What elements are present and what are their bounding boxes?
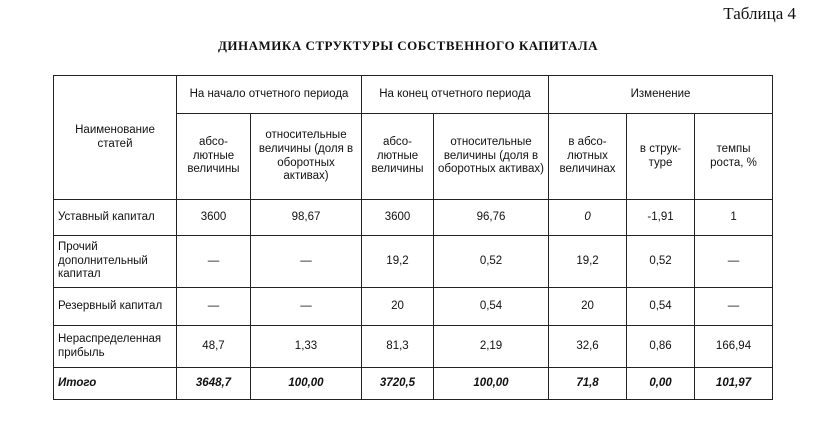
header-row-top [54,76,773,114]
total-row [54,368,773,400]
header-change-struct: в струк-туре [627,114,695,200]
cell-change-struct: -1,91 [627,200,695,236]
header-start-abs: абсо-лютные величины [177,114,251,200]
cell-end-rel: 0,52 [434,236,549,288]
cell-growth: — [695,288,773,326]
cell-start-rel: — [251,236,362,288]
cell-start-rel: — [251,288,362,326]
cell-growth: 1 [695,200,773,236]
header-growth: темпы роста, % [695,114,773,200]
cell-end-rel: 2,19 [434,326,549,368]
total-change-struct: 0,00 [627,368,695,400]
cell-growth: 166,94 [695,326,773,368]
header-name: Наименование статей [54,76,177,200]
cell-start-abs: 3600 [177,200,251,236]
cell-growth: — [695,236,773,288]
cell-end-abs: 81,3 [362,326,434,368]
row-name: Прочий дополнительный капитал [54,236,177,288]
cell-start-rel: 1,33 [251,326,362,368]
header-start-rel: относительные величины (доля в оборотных активах) [251,114,362,200]
cell-start-abs: 48,7 [177,326,251,368]
cell-start-rel: 98,67 [251,200,362,236]
row-name: Уставный капитал [54,200,177,236]
table-row [54,326,773,368]
total-change-abs: 71,8 [549,368,627,400]
total-start-abs: 3648,7 [177,368,251,400]
cell-change-struct: 0,54 [627,288,695,326]
cell-end-abs: 20 [362,288,434,326]
cell-change-struct: 0,52 [627,236,695,288]
total-end-rel: 100,00 [434,368,549,400]
total-start-rel: 100,00 [251,368,362,400]
row-name: Нераспределенная прибыль [54,326,177,368]
cell-change-struct: 0,86 [627,326,695,368]
header-end-rel: относительные величины (доля в оборотных активах) [434,114,549,200]
total-end-abs: 3720,5 [362,368,434,400]
capital-structure-table [53,75,773,400]
table-row [54,236,773,288]
cell-end-abs: 3600 [362,200,434,236]
header-end-period: На конец отчетного периода [362,76,549,114]
cell-change-abs: 0 [549,200,627,236]
table-row [54,200,773,236]
table-title: ДИНАМИКА СТРУКТУРЫ СОБСТВЕННОГО КАПИТАЛА [217,38,599,53]
cell-start-abs: — [177,288,251,326]
cell-end-rel: 0,54 [434,288,549,326]
cell-end-abs: 19,2 [362,236,434,288]
total-name: Итого [54,368,177,400]
cell-start-abs: — [177,236,251,288]
table-row [54,288,773,326]
cell-change-abs: 19,2 [549,236,627,288]
cell-end-rel: 96,76 [434,200,549,236]
row-name: Резервный капитал [54,288,177,326]
total-growth: 101,97 [695,368,773,400]
cell-change-abs: 20 [549,288,627,326]
header-start-period: На начало отчетного периода [177,76,362,114]
header-end-abs: абсо-лютные величины [362,114,434,200]
table-number-label: Таблица 4 [723,4,796,23]
cell-change-abs: 32,6 [549,326,627,368]
header-change: Изменение [549,76,773,114]
header-change-abs: в абсо-лютных величинах [549,114,627,200]
